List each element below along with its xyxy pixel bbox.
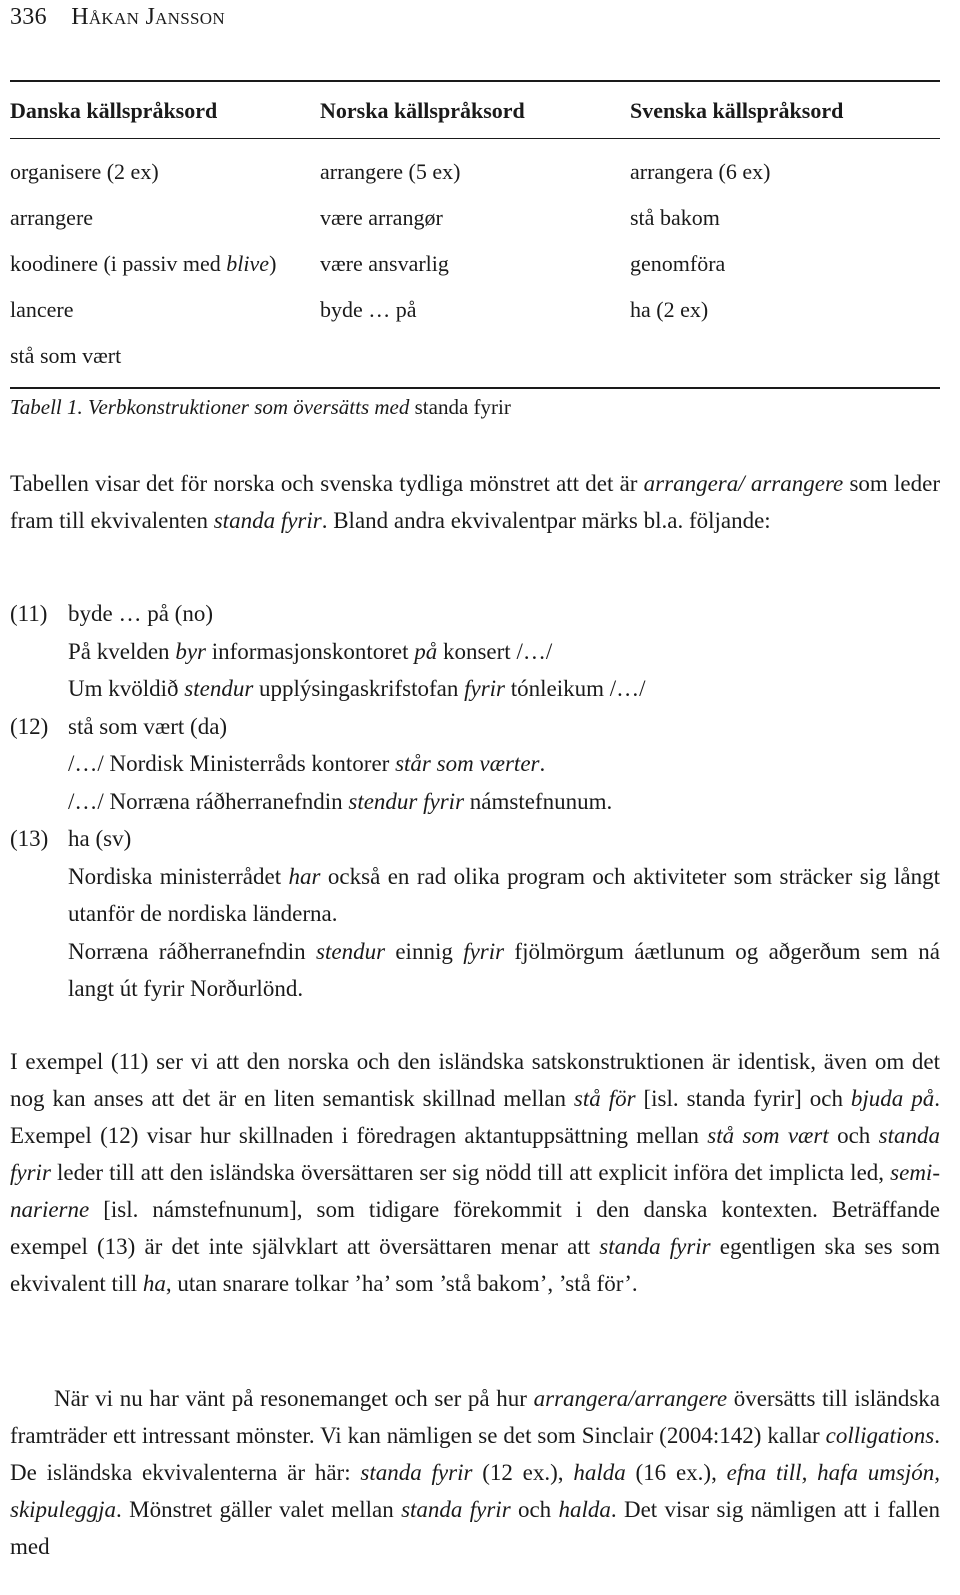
example-line: Um kvöldið stendur upplýsingaskrifstofan fyrir tónleikum /…/ bbox=[68, 676, 646, 701]
column-header: Danska källspråksord bbox=[10, 98, 218, 123]
example-list bbox=[10, 595, 940, 1008]
example-line: Nordiska ministerrådet har också en rad olika program och aktiviteter som sträcker sig långt utanför de nordiska länderna. bbox=[68, 863, 940, 926]
table-row bbox=[10, 231, 940, 277]
page-number: 336 bbox=[10, 4, 47, 30]
table-1 bbox=[10, 80, 940, 389]
example-head: byde … på (no) bbox=[68, 601, 213, 626]
example-head: ha (sv) bbox=[68, 826, 132, 851]
table-cell bbox=[630, 323, 940, 369]
table-header-row bbox=[10, 82, 940, 124]
example-line: Norræna ráðherranefndin stendur einnig fyrir fjölmörgum áætlunum og aðgerðum sem ná langt út fyrir Norðurlönd. bbox=[68, 938, 940, 1001]
table-cell: lancere bbox=[10, 297, 74, 322]
table-row bbox=[10, 185, 940, 231]
example-number: (11) bbox=[10, 601, 48, 626]
table-row bbox=[10, 277, 940, 323]
example-line: /…/ Nordisk Ministerråds kontorer står som værter. bbox=[68, 751, 546, 776]
table-cell: byde … på bbox=[320, 297, 417, 322]
table-cell: arrangera (6 ex) bbox=[630, 159, 771, 184]
table-cell: ha (2 ex) bbox=[630, 297, 709, 322]
table-cell: stå som vært bbox=[10, 343, 122, 368]
paragraph-2: I exempel (11) ser vi att den norska och den isländska satskonstruktionen är identisk, även om det nog kan anses att det är en liten semantisk skillnad mellan stå för [isl. standa fyrir] och bjuda på. Exempel (12) visar hur skillnaden i föredragen aktantuppsättning mellan stå som vært och standa fyrir leder till att den isländska översättaren ser sig nödd till att explicit införa det implicta led, seminarierne [isl. námstefnunum], som tidigare förekommit i den danska kontexten. Beträffande exempel (13) är det inte självklart att översättaren menar att standa fyrir egentligen ska ses som ekvivalent till ha, utan snarare tolkar ’ha’ som ’stå bakom’, ’stå för’. bbox=[10, 1049, 941, 1296]
table-cell: være ansvarlig bbox=[320, 251, 449, 276]
example-head: stå som vært (da) bbox=[68, 713, 228, 739]
running-header bbox=[10, 4, 225, 31]
example-number: (12) bbox=[10, 713, 49, 739]
example-number: (13) bbox=[10, 826, 49, 851]
running-author: Håkan Jansson bbox=[71, 4, 225, 30]
column-header: Norska källspråksord bbox=[320, 98, 525, 123]
table-cell bbox=[320, 323, 630, 369]
table-caption: Tabell 1. Verbkonstruktioner som översätts med standa fyrir bbox=[10, 395, 511, 419]
example-line: På kvelden byr informasjonskontoret på konsert /…/ bbox=[68, 638, 553, 664]
table-bottom-rule bbox=[10, 387, 940, 389]
table-cell: koodinere (i passiv med blive) bbox=[10, 251, 277, 276]
column-header: Svenska källspråksord bbox=[630, 98, 844, 123]
table-row bbox=[10, 139, 940, 185]
table-cell: arrangere (5 ex) bbox=[320, 159, 461, 184]
table-cell: genomföra bbox=[630, 251, 726, 276]
example-line: /…/ Norræna ráðherranefndin stendur fyrir námstefnunum. bbox=[68, 788, 613, 814]
paragraph-3: När vi nu har vänt på resonemanget och ser på hur arrangera/arrangere översätts till isländska framträder ett intressant mönster. Vi kan nämligen se det som Sinclair (2004:142) kallar colligations. De isländska ekvivalenterna är här: standa fyrir (12 ex.), halda (16 ex.), efna till, hafa umsjón, skipuleggja. Mönstret gäller valet mellan standa fyrir och halda. Det visar sig nämligen att i fallen med bbox=[10, 1386, 941, 1559]
example-11 bbox=[10, 595, 940, 708]
paragraph-1: Tabellen visar det för norska och svenska tydliga mönstret att det är arrangera/ arrangere som leder fram till ekvivalenten standa fyrir. Bland andra ekvivalentpar märks bl.a. följande: bbox=[10, 471, 940, 533]
table-cell: organisere (2 ex) bbox=[10, 159, 159, 184]
table-cell: stå bakom bbox=[630, 205, 720, 230]
table-cell: arrangere bbox=[10, 205, 94, 230]
example-12 bbox=[10, 708, 940, 821]
table-cell: være arrangør bbox=[320, 205, 443, 230]
example-13 bbox=[10, 820, 940, 1008]
source-words-table bbox=[10, 82, 940, 369]
table-row bbox=[10, 323, 940, 369]
